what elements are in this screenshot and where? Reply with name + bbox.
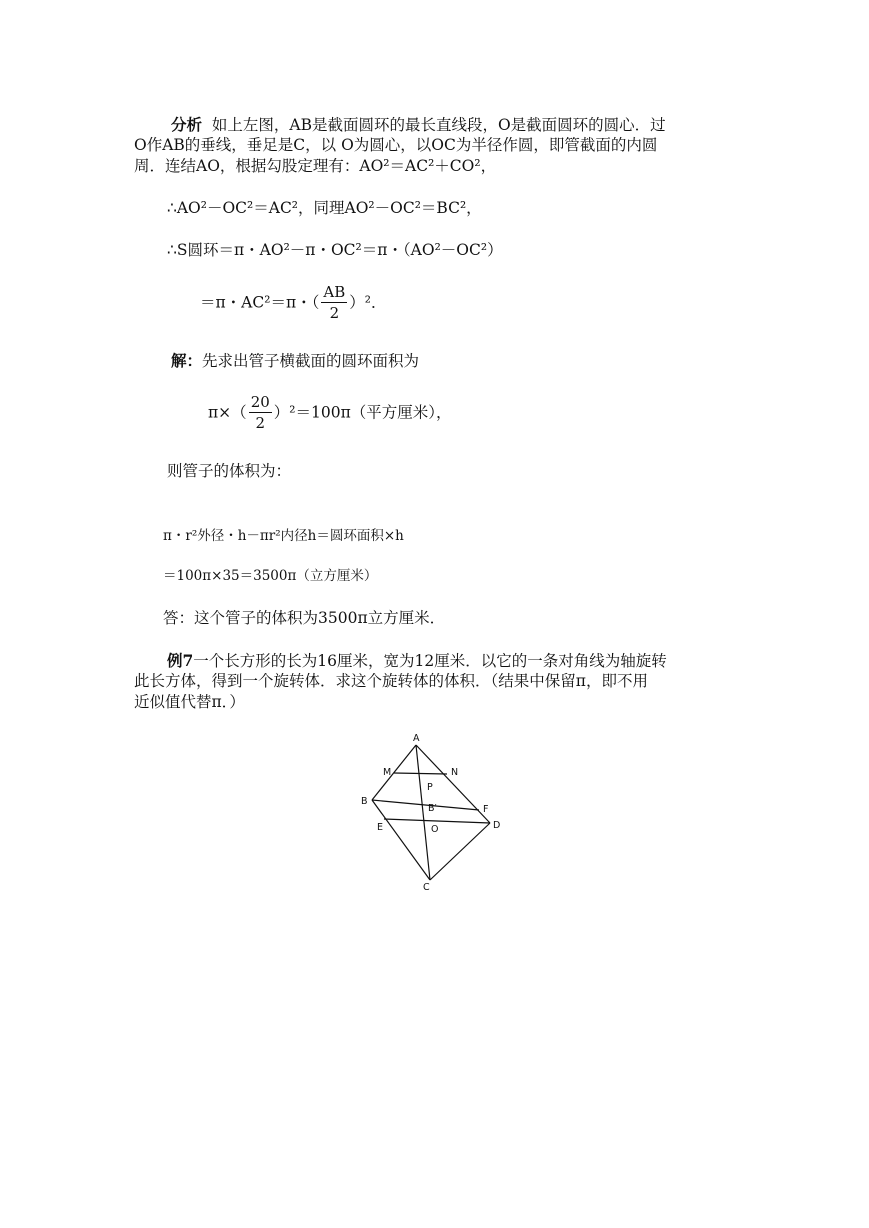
segment-mn xyxy=(394,773,447,774)
example7-line-3: 近似值代替π．） xyxy=(134,693,245,711)
edge-dc xyxy=(430,823,490,880)
fraction-numerator: AB xyxy=(321,284,347,303)
equation-5: ＝100π×35＝3500π（立方厘米） xyxy=(163,568,378,584)
equation-4: π・r²外径・h－πr²内径h＝圆环面积×h xyxy=(163,528,404,544)
label-b-prime: B′ xyxy=(428,803,437,814)
label-c: C xyxy=(423,882,430,893)
example7-label: 例7 xyxy=(167,651,194,670)
label-p: P xyxy=(427,782,433,793)
equation-3 xyxy=(200,284,386,323)
label-b: B xyxy=(361,796,368,807)
label-d: D xyxy=(493,820,501,831)
analysis-line-1 xyxy=(171,117,666,134)
segment-ed xyxy=(384,819,490,823)
fraction-denominator: 2 xyxy=(255,414,265,433)
eq3-suffix: ）²． xyxy=(349,293,387,312)
answer-line: 答：这个管子的体积为3500π立方厘米． xyxy=(163,609,446,627)
solution-line-1 xyxy=(171,353,419,370)
solution-equation xyxy=(208,394,452,433)
fraction-numerator: 20 xyxy=(249,394,272,413)
edge-cb xyxy=(372,800,430,880)
equation-2: ∴S圆环＝π・AO²－π・OC²＝π・（AO²－OC²） xyxy=(167,241,503,259)
fraction-20-over-2 xyxy=(249,394,272,433)
label-m: M xyxy=(383,767,392,778)
analysis-label: 分析 xyxy=(171,115,203,134)
label-a: A xyxy=(413,733,420,744)
fraction-denominator: 2 xyxy=(329,304,340,323)
equation-1: ∴AO²－OC²＝AC²，同理AO²－OC²＝BC²， xyxy=(167,199,482,217)
example7-line-2: 此长方体，得到一个旋转体．求这个旋转体的体积．（结果中保留π，即不用 xyxy=(134,672,648,690)
example7-text-1: 一个长方形的长为16厘米，宽为12厘米．以它的一条对角线为轴旋转 xyxy=(193,652,667,670)
sol-eq-prefix: π×（ xyxy=(208,403,247,422)
solution-label: 解： xyxy=(171,351,203,370)
segment-bf xyxy=(372,800,479,810)
eq3-prefix: ＝π・AC²＝π・（ xyxy=(200,293,320,312)
analysis-text-1: 如上左图，AB是截面圆环的最长直线段，O是截面圆环的圆心．过 xyxy=(211,116,666,134)
solution-text-1: 先求出管子横截面的圆环面积为 xyxy=(202,352,420,370)
fraction-ab-over-2 xyxy=(321,284,347,323)
label-f: F xyxy=(483,804,489,815)
geometry-figure xyxy=(350,728,520,893)
label-n: N xyxy=(451,767,459,778)
edge-ba xyxy=(372,745,416,800)
analysis-line-2: O作AB的垂线，垂足是C，以 O为圆心，以OC为半径作圆，即管截面的内圆 xyxy=(134,136,658,154)
sol-eq-suffix: ）²＝100π（平方厘米）， xyxy=(273,403,452,422)
example7-line-1 xyxy=(167,653,667,670)
solution-line-2: 则管子的体积为： xyxy=(167,462,292,480)
label-o: O xyxy=(431,824,439,835)
analysis-line-3: 周．连结AO，根据勾股定理有：AO²＝AC²＋CO²， xyxy=(134,157,497,175)
label-e: E xyxy=(377,822,384,833)
